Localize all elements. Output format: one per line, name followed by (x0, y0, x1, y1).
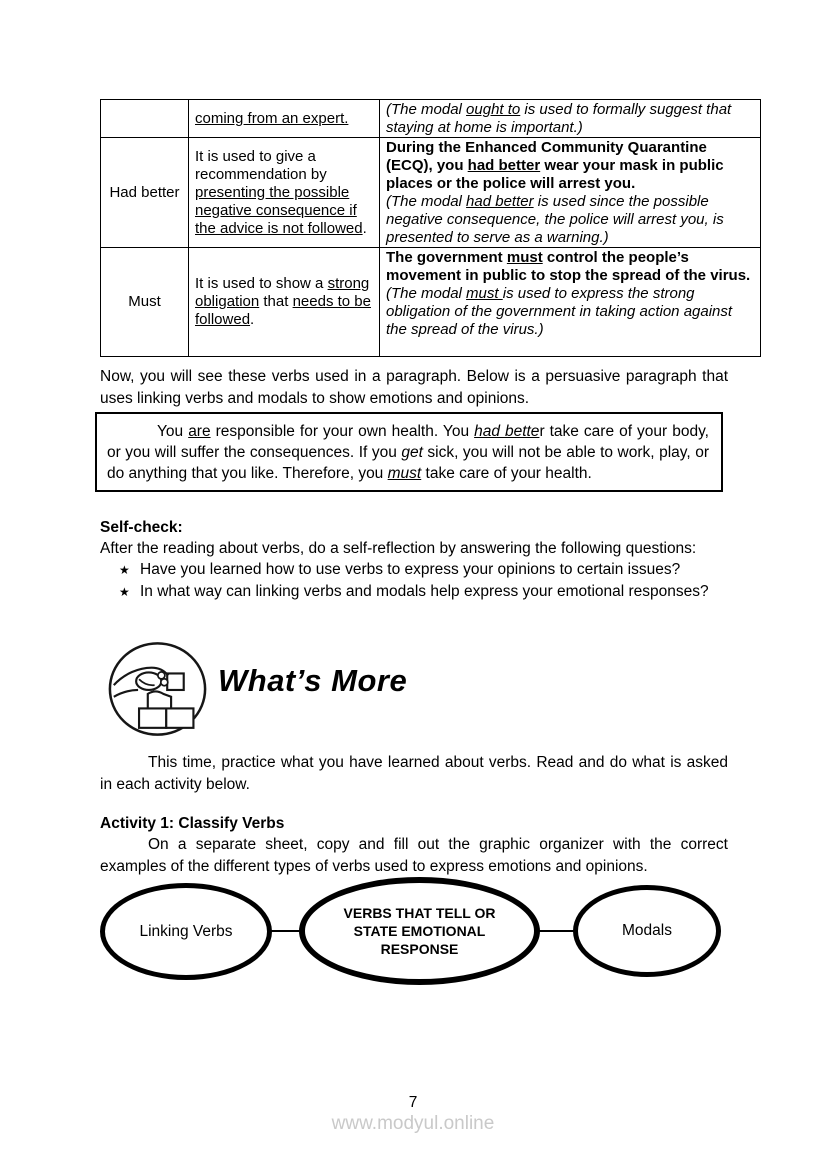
organizer-oval-linking-verbs (100, 883, 272, 980)
self-check-section (100, 517, 730, 603)
organizer-connector-line (538, 930, 575, 932)
list-item (100, 559, 730, 581)
oval-label: Linking Verbs (139, 922, 233, 940)
self-check-question: In what way can linking verbs and modals help express your emotional responses? (140, 583, 709, 600)
oval-label: Modals (622, 922, 672, 939)
modal-example-cell: (The modal ought to is used to formally suggest that staying at home is important.) (380, 100, 761, 138)
table-row (101, 248, 761, 357)
modal-usage-cell: It is used to show a strong obligation that needs to be followed. (189, 248, 380, 357)
organizer-connector-line (269, 930, 301, 932)
organizer-oval-modals (573, 885, 721, 977)
persuasive-paragraph-box: You are responsible for your own health. You had better take care of your body, or you will suffer the consequences. If you get sick, you will not be able to work, play, or do anything that you like. Therefore, you must take care of your health. (95, 412, 723, 492)
whats-more-heading: What’s More (218, 663, 408, 698)
modal-example-cell: The government must control the people’s movement in public to stop the spread of the virus. (The modal must is used to express the strong obligation of the government in taking action against the spread of the virus.) (380, 248, 761, 357)
modal-name-cell (101, 100, 189, 138)
self-check-heading: Self-check: (100, 519, 183, 536)
page-number: 7 (408, 1094, 418, 1111)
modals-table (100, 99, 761, 357)
organizer-oval-center (299, 877, 540, 985)
star-bullet-icon: ★ (119, 563, 130, 577)
hand-stacking-blocks-icon (107, 640, 208, 738)
practice-paragraph: This time, practice what you have learned about verbs. Read and do what is asked in each activity below. (100, 754, 728, 793)
activity1-instructions: On a separate sheet, copy and fill out the graphic organizer with the correct examples of the different types of verbs used to express emotions and opinions. (100, 836, 728, 875)
intro-paragraph: Now, you will see these verbs used in a paragraph. Below is a persuasive paragraph that uses linking verbs and modals to show emotions and opinions. (100, 368, 728, 407)
self-check-question: Have you learned how to use verbs to express your opinions to certain issues? (140, 561, 681, 578)
modal-name-cell: Must (101, 248, 189, 357)
star-bullet-icon: ★ (119, 585, 130, 599)
self-check-intro: After the reading about verbs, do a self-reflection by answering the following questions: (100, 540, 697, 557)
watermark: www.modyul.online (331, 1113, 495, 1134)
list-item (100, 581, 730, 603)
modal-usage-cell: coming from an expert. (189, 100, 380, 138)
oval-label: VERBS THAT TELL OR STATE EMOTIONAL RESPONSE (343, 905, 496, 957)
modal-usage-cell: It is used to give a recommendation by presenting the possible negative consequence if the advice is not followed. (189, 138, 380, 248)
table-row (101, 138, 761, 248)
modal-example-cell: During the Enhanced Community Quarantine (ECQ), you had better wear your mask in public places or the police will arrest you. (The modal had better is used since the possible negative consequence, the police will arrest you, is presented to serve as a warning.) (380, 138, 761, 248)
table-row (101, 100, 761, 138)
modal-name-cell: Had better (101, 138, 189, 248)
activity1-heading: Activity 1: Classify Verbs (100, 815, 285, 832)
